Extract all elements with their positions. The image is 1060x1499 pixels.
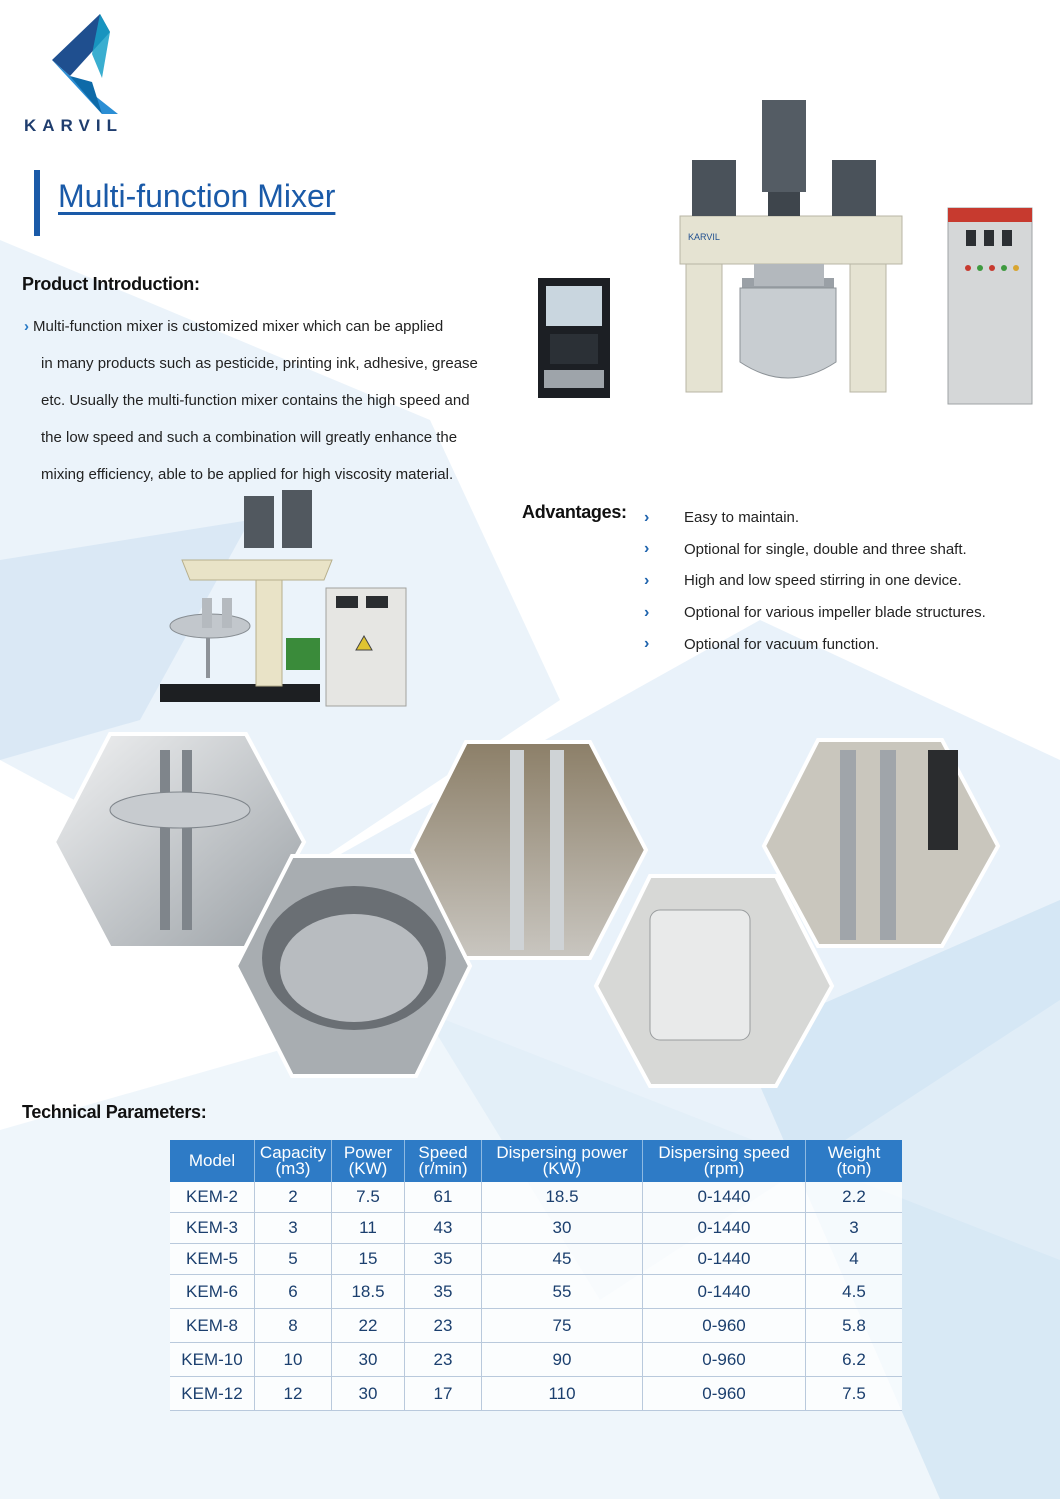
cell-dispersing-power: 18.5 — [482, 1182, 643, 1213]
cell-dispersing-power: 90 — [482, 1343, 643, 1377]
cell-weight: 2.2 — [806, 1182, 903, 1213]
svg-text:KARVIL: KARVIL — [688, 232, 720, 242]
advantage-text: Optional for vacuum function. — [684, 635, 880, 653]
cell-speed: 61 — [405, 1182, 482, 1213]
column-header: Dispersing power (KW) — [482, 1140, 643, 1182]
cell-capacity: 12 — [255, 1377, 332, 1411]
advantage-item — [644, 597, 986, 629]
cell-power: 15 — [332, 1244, 405, 1275]
advantage-item — [644, 565, 986, 597]
intro-line: etc. Usually the multi-function mixer contains the high speed and — [41, 392, 470, 409]
column-header: Model — [170, 1140, 255, 1182]
cell-speed: 23 — [405, 1309, 482, 1343]
cell-weight: 5.8 — [806, 1309, 903, 1343]
cell-model: KEM-2 — [170, 1182, 255, 1213]
column-header: Dispersing speed (rpm) — [643, 1140, 806, 1182]
chevron-right-icon: › — [644, 635, 650, 653]
table-row — [170, 1377, 902, 1411]
cell-dispersing-power: 30 — [482, 1213, 643, 1244]
cell-speed: 43 — [405, 1213, 482, 1244]
column-header: Power (KW) — [332, 1140, 405, 1182]
advantage-text: Optional for various impeller blade structures. — [684, 604, 986, 622]
advantages-list — [644, 502, 986, 660]
page-title: Multi-function Mixer — [58, 178, 336, 214]
dual-shaft-mixer-photo — [160, 488, 410, 712]
cell-power: 22 — [332, 1309, 405, 1343]
cell-weight: 3 — [806, 1213, 903, 1244]
cell-weight: 7.5 — [806, 1377, 903, 1411]
cell-power: 7.5 — [332, 1182, 405, 1213]
cell-dispersing-speed: 0-960 — [643, 1309, 806, 1343]
intro-line: the low speed and such a combination will greatly enhance the — [41, 429, 458, 446]
cell-dispersing-speed: 0-1440 — [643, 1213, 806, 1244]
detail-photo-gallery — [50, 730, 1020, 1090]
intro-line-text: Multi-function mixer is customized mixer which can be applied — [33, 318, 444, 335]
chevron-right-icon: › — [644, 603, 650, 621]
cell-power: 30 — [332, 1343, 405, 1377]
cell-model: KEM-10 — [170, 1343, 255, 1377]
cell-dispersing-speed: 0-960 — [643, 1377, 806, 1411]
table-row — [170, 1343, 902, 1377]
cell-dispersing-power: 55 — [482, 1275, 643, 1309]
cell-capacity: 10 — [255, 1343, 332, 1377]
cell-capacity: 6 — [255, 1275, 332, 1309]
cell-speed: 35 — [405, 1244, 482, 1275]
cell-model: KEM-12 — [170, 1377, 255, 1411]
table-row — [170, 1244, 902, 1275]
intro-line — [24, 308, 524, 345]
cell-speed: 35 — [405, 1275, 482, 1309]
chevron-right-icon: › — [644, 540, 650, 558]
table-row — [170, 1182, 902, 1213]
cell-power: 11 — [332, 1213, 405, 1244]
chevron-right-icon: › — [644, 571, 650, 589]
cell-dispersing-speed: 0-1440 — [643, 1275, 806, 1309]
tech-heading: Technical Parameters: — [22, 1102, 207, 1122]
table-header-row — [170, 1140, 902, 1182]
cell-power: 18.5 — [332, 1275, 405, 1309]
intro-heading: Product Introduction: — [22, 274, 200, 294]
cell-model: KEM-5 — [170, 1244, 255, 1275]
cell-capacity: 8 — [255, 1309, 332, 1343]
cell-weight: 6.2 — [806, 1343, 903, 1377]
column-header: Speed (r/min) — [405, 1140, 482, 1182]
cell-model: KEM-6 — [170, 1275, 255, 1309]
cell-dispersing-speed: 0-960 — [643, 1343, 806, 1377]
chevron-right-icon: › — [24, 318, 29, 335]
column-header: Weight (ton) — [806, 1140, 903, 1182]
advantage-item — [644, 628, 986, 660]
cell-capacity: 2 — [255, 1182, 332, 1213]
cell-dispersing-speed: 0-1440 — [643, 1182, 806, 1213]
cell-dispersing-power: 75 — [482, 1309, 643, 1343]
cell-speed: 23 — [405, 1343, 482, 1377]
cell-capacity: 5 — [255, 1244, 332, 1275]
cell-capacity: 3 — [255, 1213, 332, 1244]
cell-weight: 4.5 — [806, 1275, 903, 1309]
chevron-right-icon: › — [644, 508, 650, 526]
intro-line: in many products such as pesticide, printing ink, adhesive, grease — [41, 355, 478, 372]
title-accent-bar — [34, 170, 40, 236]
cell-dispersing-power: 45 — [482, 1244, 643, 1275]
table-row — [170, 1309, 902, 1343]
cell-speed: 17 — [405, 1377, 482, 1411]
advantages-heading: Advantages: — [522, 502, 627, 522]
mixer-product-photo — [536, 98, 1036, 410]
advantage-text: Easy to maintain. — [684, 509, 800, 527]
table-row — [170, 1275, 902, 1309]
cell-power: 30 — [332, 1377, 405, 1411]
advantage-text: High and low speed stirring in one device. — [684, 572, 962, 590]
table-row — [170, 1213, 902, 1244]
column-header: Capacity (m3) — [255, 1140, 332, 1182]
cell-model: KEM-8 — [170, 1309, 255, 1343]
intro-line: mixing efficiency, able to be applied for high viscosity material. — [41, 466, 454, 483]
advantage-text: Optional for single, double and three shaft. — [684, 540, 967, 558]
intro-text — [24, 308, 524, 493]
advantage-item — [644, 502, 986, 534]
advantage-item — [644, 534, 986, 566]
cell-dispersing-speed: 0-1440 — [643, 1244, 806, 1275]
cell-weight: 4 — [806, 1244, 903, 1275]
parameters-table — [170, 1140, 902, 1411]
cell-dispersing-power: 110 — [482, 1377, 643, 1411]
brand-name: KARVIL — [24, 116, 123, 135]
cell-model: KEM-3 — [170, 1213, 255, 1244]
